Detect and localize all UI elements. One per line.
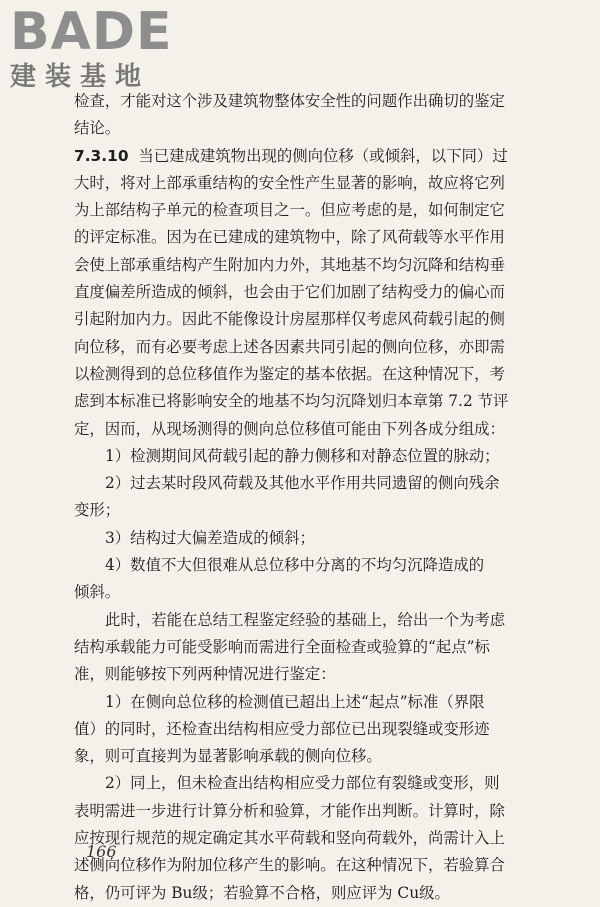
list-item: 1）检测期间风荷载引起的静力侧移和对静态位置的脉动； [105,446,500,465]
text-line: 倾斜。 [74,583,121,602]
text-line: 结构承载能力可能受影响而需进行全面检查或验算的“起点”标 [74,637,490,656]
section-number: 7.3.10 [74,146,129,165]
text-line: 当已建成建筑物出现的侧向位移（或倾斜，以下同）过 [138,146,508,165]
text-line: 引起附加内力。因此不能像设计房屋那样仅考虑风荷载引起的侧 [74,310,505,329]
bade-logo [10,4,173,92]
page-body [74,88,526,907]
page-number: 166 [86,842,117,861]
list-item: 2）同上，但未检查出结构相应受力部位有裂缝或变形，则 [105,774,500,793]
text-line: 述侧向位移作为附加位移产生的影响。在这种情况下，若验算合 [74,856,505,875]
logo-wordmark: BADE [10,2,173,62]
text-line: 应按现行规范的规定确定其水平荷载和竖向荷载外，尚需计入上 [74,829,505,848]
text-line: 准，则能够按下列两种情况进行鉴定： [74,665,336,684]
text-line: 为上部结构子单元的检查项目之一。但应考虑的是，如何制定它 [74,201,505,220]
text-line: 的评定标准。因为在已建成的建筑物中，除了风荷载等水平作用 [74,228,505,247]
section-first-line [74,143,526,170]
paragraph-start: 此时，若能在总结工程鉴定经验的基础上，给出一个为考虑 [105,610,506,629]
text-line: 大时，将对上部承重结构的安全性产生显著的影响，故应将它列 [74,173,505,192]
list-item: 3）结构过大偏差造成的倾斜； [105,528,315,547]
text-line: 表明需进一步进行计算分析和验算，才能作出判断。计算时，除 [74,801,505,820]
text-line: 会使上部承重结构产生附加内力外，其地基不均匀沉降和结构垂 [74,255,505,274]
text-line: 结论。 [74,119,121,138]
text-line: 检查，才能对这个涉及建筑物整体安全性的问题作出确切的鉴定 [74,92,505,110]
text-line: 虑到本标准已将影响安全的地基不均匀沉降划归本章第 7.2 节评 [74,392,509,411]
list-item: 2）过去某时段风荷载及其他水平作用共同遗留的侧向残余 [105,474,500,493]
list-item: 1）在侧向总位移的检测值已超出上述“起点”标准（界限 [105,692,485,711]
text-line: 定，因而，从现场测得的侧向总位移值可能由下列各成分组成： [74,419,505,438]
list-item: 4）数值不大但很难从总位移中分离的不均匀沉降造成的 [105,556,485,575]
text-line: 象，则可直接判为显著影响承载的侧向位移。 [74,747,382,766]
text-line: 值）的同时，还检查出结构相应受力部位已出现裂缝或变形迹 [74,719,490,738]
text-line: 变形； [74,501,121,520]
text-line: 直度偏差所造成的倾斜，也会由于它们加剧了结构受力的偏心而 [74,283,505,302]
logo-subtitle: 建装基地 [10,62,151,92]
text-line: 以检测得到的总位移值作为鉴定的基本依据。在这种情况下，考 [74,364,505,383]
text-line: 格，仍可评为 Bu级；若验算不合格，则应评为 Cu级。 [74,883,450,902]
text-line: 向位移，而有必要考虑上述各因素共同引起的侧向位移，亦即需 [74,337,505,356]
